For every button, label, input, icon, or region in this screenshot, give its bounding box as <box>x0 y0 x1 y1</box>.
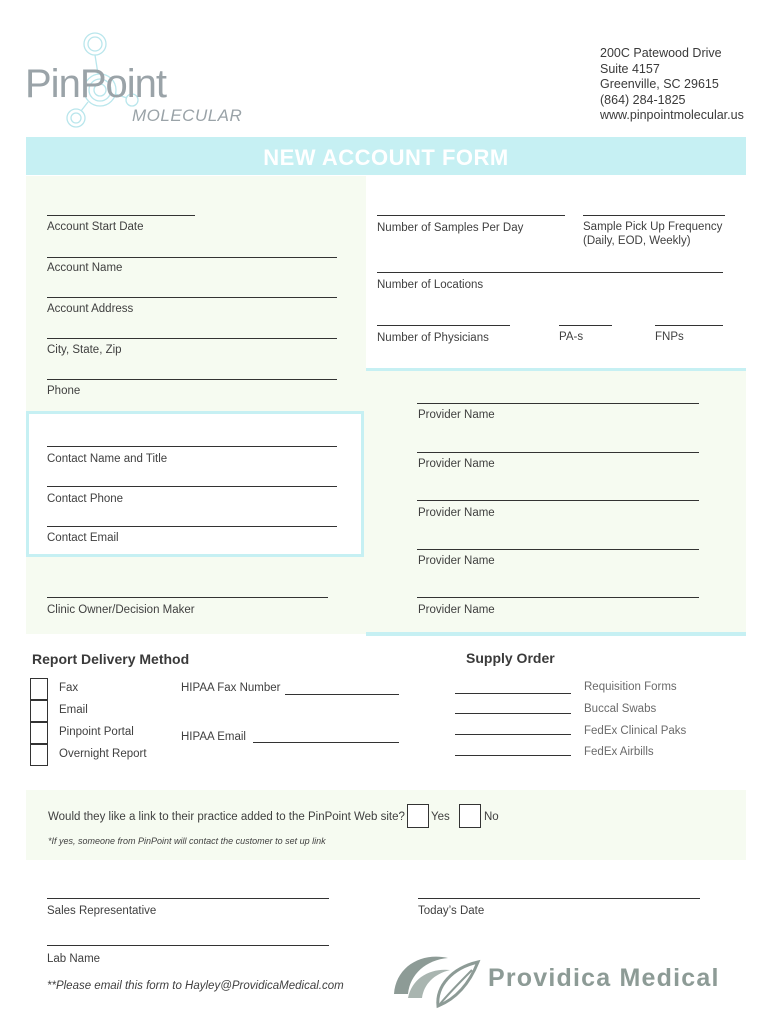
pickup-frequency-note: (Daily, EOD, Weekly) <box>583 235 691 247</box>
phone-input[interactable] <box>47 379 337 380</box>
contact-name-input[interactable] <box>47 446 337 447</box>
portal-checkbox[interactable] <box>30 722 48 744</box>
provider-name-label: Provider Name <box>418 604 495 616</box>
contact-phone-input[interactable] <box>47 486 337 487</box>
pickup-frequency-label: Sample Pick Up Frequency <box>583 221 723 233</box>
website-link-panel <box>26 790 746 860</box>
clinical-paks-label: FedEx Clinical Paks <box>584 725 687 737</box>
locations-input[interactable] <box>377 272 723 273</box>
physicians-input[interactable] <box>377 325 510 326</box>
provider-name-label: Provider Name <box>418 507 495 519</box>
logo-subtitle: MOLECULAR <box>132 106 243 125</box>
contact-email-label: Contact Email <box>47 532 119 544</box>
account-start-date-label: Account Start Date <box>47 221 144 233</box>
todays-date-label: Today’s Date <box>418 905 485 917</box>
website-note: *If yes, someone from PinPoint will contact the customer to set up link <box>48 836 326 846</box>
locations-label: Number of Locations <box>377 279 484 291</box>
fax-checkbox[interactable] <box>30 678 48 700</box>
clinic-owner-input[interactable] <box>47 597 328 598</box>
provider-name-input[interactable] <box>417 597 699 598</box>
provider-name-label: Provider Name <box>418 409 495 421</box>
city-state-zip-input[interactable] <box>47 338 337 339</box>
logo-wordmark: PinPoint <box>25 62 166 106</box>
clinic-owner-label: Clinic Owner/Decision Maker <box>47 604 195 616</box>
provider-name-label: Provider Name <box>418 458 495 470</box>
samples-per-day-input[interactable] <box>377 215 565 216</box>
email-label: Email <box>59 704 88 716</box>
providers-panel <box>366 368 746 634</box>
account-address-input[interactable] <box>47 297 337 298</box>
contact-phone-label: Contact Phone <box>47 493 124 505</box>
website-question: Would they like a link to their practice added to the PinPoint Web site? <box>48 811 405 823</box>
providica-leaf-icon <box>386 948 486 1012</box>
account-name-input[interactable] <box>47 257 337 258</box>
address-line: Suite 4157 <box>600 61 660 76</box>
account-start-date-input[interactable] <box>47 215 195 216</box>
contact-email-input[interactable] <box>47 526 337 527</box>
buccal-swabs-label: Buccal Swabs <box>584 703 657 715</box>
overnight-label: Overnight Report <box>59 748 147 760</box>
no-label: No <box>484 811 499 823</box>
provider-name-label: Provider Name <box>418 555 495 567</box>
airbills-input[interactable] <box>455 755 571 756</box>
todays-date-input[interactable] <box>418 898 700 899</box>
city-state-zip-label: City, State, Zip <box>47 344 122 356</box>
requisition-forms-input[interactable] <box>455 693 571 694</box>
buccal-swabs-input[interactable] <box>455 713 571 714</box>
provider-name-input[interactable] <box>417 549 699 550</box>
email-checkbox[interactable] <box>30 700 48 722</box>
samples-per-day-label: Number of Samples Per Day <box>377 222 524 234</box>
portal-label: Pinpoint Portal <box>59 726 134 738</box>
form-title: NEW ACCOUNT FORM <box>263 145 509 170</box>
account-info-panel <box>26 176 366 634</box>
requisition-forms-label: Requisition Forms <box>584 681 677 693</box>
fax-label: Fax <box>59 682 79 694</box>
pickup-frequency-input[interactable] <box>583 215 725 216</box>
provider-name-input[interactable] <box>417 500 699 501</box>
hipaa-fax-label: HIPAA Fax Number <box>181 682 281 694</box>
no-checkbox[interactable] <box>459 804 481 828</box>
yes-checkbox[interactable] <box>407 804 429 828</box>
address-line: 200C Patewood Drive <box>600 46 722 60</box>
sales-rep-input[interactable] <box>47 898 329 899</box>
account-name-label: Account Name <box>47 262 123 274</box>
company-address <box>600 46 744 124</box>
phone-label: Phone <box>47 385 81 397</box>
lab-name-input[interactable] <box>47 945 329 946</box>
provider-name-input[interactable] <box>417 452 699 453</box>
supply-order-title: Supply Order <box>466 650 555 666</box>
address-line: Greenville, SC 29615 <box>600 77 719 91</box>
sales-rep-label: Sales Representative <box>47 905 157 917</box>
report-delivery-title: Report Delivery Method <box>32 651 190 667</box>
divider <box>366 632 746 636</box>
lab-name-label: Lab Name <box>47 953 101 965</box>
address-line: www.pinpointmolecular.us <box>600 108 744 122</box>
providica-wordmark: Providica Medical <box>488 964 720 992</box>
yes-label: Yes <box>431 811 450 823</box>
airbills-label: FedEx Airbills <box>584 746 654 758</box>
pas-input[interactable] <box>559 325 612 326</box>
pas-label: PA-s <box>559 331 584 343</box>
hipaa-email-input[interactable] <box>253 742 399 743</box>
clinical-paks-input[interactable] <box>455 734 571 735</box>
hipaa-email-label: HIPAA Email <box>181 731 246 743</box>
account-address-label: Account Address <box>47 303 134 315</box>
address-line: (864) 284-1825 <box>600 92 686 107</box>
overnight-checkbox[interactable] <box>30 744 48 766</box>
form-title-banner <box>26 137 746 175</box>
fnps-label: FNPs <box>655 331 684 343</box>
hipaa-fax-input[interactable] <box>285 694 399 695</box>
contact-name-label: Contact Name and Title <box>47 453 168 465</box>
email-instructions: **Please email this form to Hayley@ProvidicaMedical.com <box>47 980 344 992</box>
provider-name-input[interactable] <box>417 403 699 404</box>
physicians-label: Number of Physicians <box>377 332 489 344</box>
fnps-input[interactable] <box>655 325 723 326</box>
